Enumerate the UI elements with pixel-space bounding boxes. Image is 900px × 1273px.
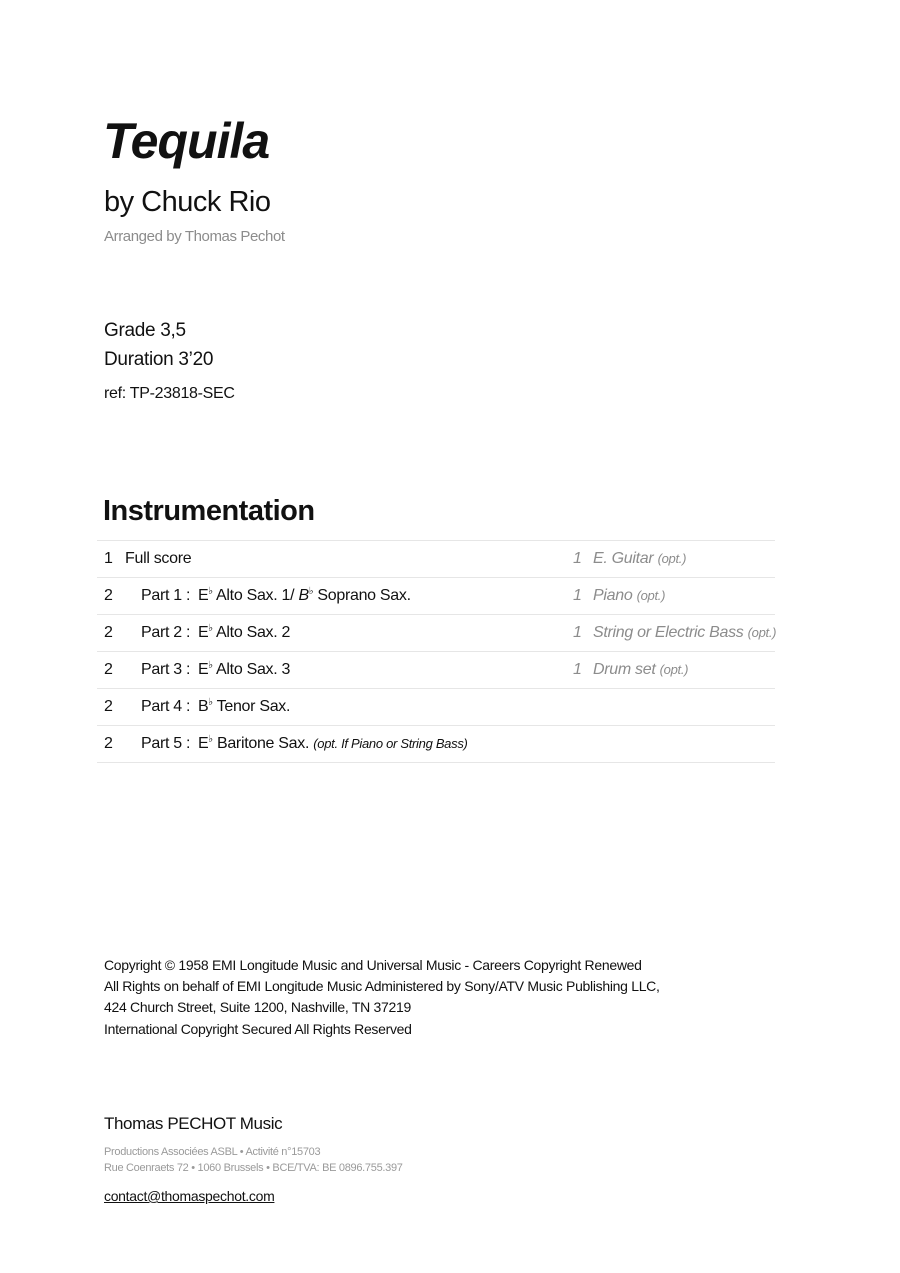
instrument-name: Alto Sax. 2 [212,624,291,641]
part-instrument [198,587,411,605]
optional-quantity: 1 [573,661,582,678]
part-quantity: 2 [104,735,113,752]
instrument-row [97,689,775,726]
key-letter: E [198,661,209,678]
instrument-name: Alto Sax. 1/ [212,587,299,604]
duration: Duration 3’20 [104,349,214,370]
optional-marker: (opt.) [636,588,666,603]
part-label: Part 3 : [141,661,191,678]
instrumentation-heading: Instrumentation [103,495,315,527]
part-instrument [198,698,290,716]
copyright-line: 424 Church Street, Suite 1200, Nashville, TN 37219 [104,999,411,1016]
instrument-row [97,615,775,652]
part-label: Full score [125,550,192,567]
copyright-line: International Copyright Secured All Rights Reserved [104,1020,412,1037]
instrumentation-table [97,540,775,763]
optional-instrument-name: Drum set [593,661,656,678]
instrument-name: Baritone Sax. [212,735,314,752]
copyright-notice [104,955,660,1040]
optional-marker: (opt.) [657,551,687,566]
part-quantity: 1 [104,550,113,567]
part-label: Part 4 : [141,698,191,715]
optional-quantity: 1 [573,587,582,604]
optional-marker: (opt.) [659,662,689,677]
copyright-line: All Rights on behalf of EMI Longitude Music Administered by Sony/ATV Music Publishing LLC, [104,978,660,995]
part-instrument [198,735,468,753]
optional-instrument-name: Piano [593,587,633,604]
part-quantity: 2 [104,587,113,604]
optional-instrument [593,624,776,642]
part-quantity: 2 [104,698,113,715]
publisher-address: Rue Coenraets 72 • 1060 Brussels • BCE/TVA: BE 0896.755.397 [104,1162,403,1174]
flat-sign: ♭ [308,586,314,597]
part-label: Part 2 : [141,624,191,641]
score-title: Tequila [103,113,270,169]
optional-quantity: 1 [573,624,582,641]
instrument-name: Alto Sax. 3 [212,661,291,678]
part-quantity: 2 [104,661,113,678]
instrument-row [97,726,775,763]
part-label: Part 1 : [141,587,191,604]
instrument-name: Tenor Sax. [212,698,291,715]
optional-note: (opt. If Piano or String Bass) [313,736,468,751]
flat-sign: ♭ [208,697,213,708]
instrument-row [97,652,775,689]
composer: by Chuck Rio [104,186,271,218]
instrument-row [97,578,775,615]
arranger: Arranged by Thomas Pechot [104,228,285,245]
publisher-registration: Productions Associées ASBL • Activité n°15703 [104,1146,321,1158]
reference-number: ref: TP-23818-SEC [104,385,235,402]
part-quantity: 2 [104,624,113,641]
part-instrument [198,661,290,679]
optional-instrument-name: String or Electric Bass [593,624,744,641]
key-letter: E [198,587,209,604]
contact-email-link[interactable]: contact@thomaspechot.com [104,1188,275,1204]
part-instrument [198,624,290,642]
publisher-name: Thomas PECHOT Music [104,1114,283,1133]
flat-sign: ♭ [208,660,213,671]
grade: Grade 3,5 [104,320,186,341]
key-letter: B [198,698,209,715]
instrument-name: Soprano Sax. [313,587,411,604]
key-letter: E [198,735,209,752]
key-letter: E [198,624,209,641]
optional-instrument [593,587,665,605]
instrument-row [97,541,775,578]
optional-instrument-name: E. Guitar [593,550,654,567]
key-letter: B [298,587,309,604]
part-label: Part 5 : [141,735,191,752]
copyright-line: Copyright © 1958 EMI Longitude Music and Universal Music - Careers Copyright Renewed [104,957,642,973]
optional-instrument [593,661,688,679]
optional-quantity: 1 [573,550,582,567]
optional-marker: (opt.) [747,625,777,640]
flat-sign: ♭ [208,586,213,597]
flat-sign: ♭ [208,734,213,745]
flat-sign: ♭ [208,623,213,634]
optional-instrument [593,550,686,568]
